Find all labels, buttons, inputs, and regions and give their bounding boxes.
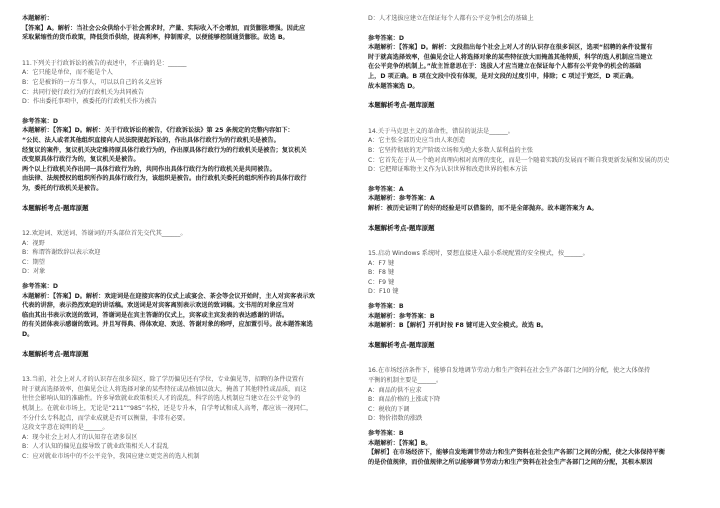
analysis-text: 的有关团体表示感谢的致词。并且写得典、得体欢迎、欢送、答谢对象的称呼，应加置引号。故本题答案选 bbox=[22, 321, 313, 329]
option: C：期望 bbox=[22, 258, 45, 266]
option: A：视野 bbox=[22, 239, 45, 247]
question-stem: 11.下列关于行政诉讼的被告的表述中，不正确的是：______ bbox=[22, 59, 187, 67]
question-stem: 14.关于马克思主义的革命性，错误的说法是______。 bbox=[368, 127, 514, 135]
option: D：对象 bbox=[22, 268, 46, 276]
option: B：F8 键 bbox=[368, 269, 395, 277]
option: C：F9 键 bbox=[368, 278, 395, 286]
analysis-text: 为，委托的行政机关是被告。 bbox=[22, 184, 103, 192]
analysis-text: 两个以上行政机关作出同一具体行政行为的，共同作出具体行政行为的行政机关是共同被告。 bbox=[22, 165, 276, 173]
analysis-text: 解析：被历史证明了的好的经验是可以借鉴的，而不是全部抛弃。故本题答案为 A。 bbox=[368, 204, 598, 212]
question-stem: 平衡的机制主要是______。 bbox=[368, 377, 443, 385]
option: A：它只能是单位，而不能是个人 bbox=[22, 69, 113, 77]
right-column bbox=[368, 14, 698, 504]
reference-answer: 参考答案：A bbox=[368, 185, 404, 193]
reference-answer: 参考答案：D bbox=[22, 283, 59, 291]
analysis-text: 本题解析：参考答案：B bbox=[368, 312, 435, 320]
question-stem: 不分什么专科起点，而学业成就是否可以衡量，非常有必要。 bbox=[22, 414, 190, 422]
option: B：它坚持彻底的无产阶级立场和为绝大多数人谋利益的主张 bbox=[368, 146, 534, 154]
analysis-text: 【解析】在市场经济下，能够自发地调节劳动力和生产资料在社会生产各部门之间的分配，使之大体保持平衡 bbox=[368, 449, 665, 457]
question-stem: 15.启动 Windows 系统时，要想直接进入最小系统配置的安全模式，按______。 bbox=[368, 250, 589, 258]
question-stem: 13.当前，社会上对人才的认识存在很多误区，除了学历偏见还有学位，专业偏见等，招聘的条件设置有 bbox=[22, 376, 305, 384]
analysis-text: 本题解析：【答案】D。解析：欢迎词是在迎接宾客的仪式上或宴会、茶会等会议开始时，主人对宾客表示欢 bbox=[22, 292, 315, 300]
question-source: 本题解析考点-题库原题 bbox=[368, 340, 435, 349]
analysis-text: 临由其出书表示欢送的致词，答谢词是在宾主答谢的仪式上，宾客或主宾发表的表达感谢的讲话。 bbox=[22, 311, 289, 319]
option: C：共同行使行政行为的行政机关为共同被告 bbox=[22, 88, 144, 96]
analysis-text: 上，D 项正确。B 项在文段中没有体现，是对文段的过度引申，排除；C 项过于宽泛，D 项正确。 bbox=[368, 72, 638, 80]
option: A：F7 键 bbox=[368, 259, 395, 267]
option: D：F10 键 bbox=[368, 288, 399, 296]
analysis-text: 故本题答案选 D。 bbox=[368, 82, 419, 90]
analysis-text: 时于就高选择效率，但偏见会让人将选择对象的某些特征放大而掩盖其他特质，科学的选人机制应当建立 bbox=[368, 53, 653, 61]
reference-answer: 参考答案：D bbox=[368, 34, 405, 42]
option: A：现今社会上对人才的认知存在诸多误区 bbox=[22, 433, 138, 441]
analysis-text: 由法律、法规授权的组织所作的具体行政行为，该组织是被告。由行政机关委托的组织所作的具体行政行 bbox=[22, 175, 307, 183]
reference-answer: 参考答案：D bbox=[22, 117, 59, 125]
option: C：它首先在于从一个绝对真理向相对真理的变化，而是一个随着实践的发展而不断自我更新发展和发展的历史 bbox=[368, 156, 670, 164]
analysis-text: 本题解析：B【解析】开机时按 F8 键可进入安全模式。故选 B。 bbox=[368, 322, 548, 330]
reference-answer: 参考答案：B bbox=[368, 430, 404, 437]
analysis-text: “公民、法人或者其他组织直接向人民法院提起诉讼的，作出具体行政行为的行政机关是被告。 bbox=[22, 136, 280, 144]
question-stem: 往往会影响认知的准确性。许多导致就业政策相关人才的混乱，科学的选人机制应当建立在公平竞争的 bbox=[22, 395, 301, 403]
analysis-text: 本题解析：【答案】D。解析：关于行政诉讼的被告，《行政诉讼法》第 25 条规定的完整内容如下： bbox=[22, 127, 294, 135]
option: D：它把辩证唯物主义作为认识世界和改造世界的根本方法 bbox=[368, 166, 528, 174]
option: D：作出委托事项中，被委托的行政机关作为被告 bbox=[22, 98, 157, 106]
option: B：称谓答谢致辞以表示欢迎 bbox=[22, 249, 101, 257]
question-source: 本题解析考点-题库原题 bbox=[368, 223, 435, 232]
question-stem: 12.欢迎词、欢送词、答谢词的开头部位首先交代其______。 bbox=[22, 230, 187, 238]
analysis-text: D。 bbox=[22, 331, 34, 339]
analysis-label: 本题解析： bbox=[22, 15, 53, 22]
option: D：物价指数的涨跌 bbox=[368, 415, 423, 423]
analysis-text: 本题解析：参考答案：A bbox=[368, 195, 435, 203]
analysis-text: 本题解析：【答案】B。 bbox=[368, 439, 432, 447]
analysis-text: 在公平竞争的机制上。”故主旨意思在于：选拔人才应当建立在保证每个人都有公平竞争的机会的基础 bbox=[368, 63, 642, 71]
analysis-text: 采取紧缩性的货币政策，降低货币供给，提高利率，抑制需求，以便能够控制通货膨胀。故选 B。 bbox=[22, 34, 289, 42]
option: B：它是被诉的一方当事人，可以以自己的名义应诉 bbox=[22, 78, 163, 86]
analysis-text: 改变原具体行政行为的，复议机关是被告。 bbox=[22, 156, 140, 164]
option: A：它主张全部历史应当由人来创造 bbox=[368, 137, 466, 145]
analysis-text: 本题解析：【答案】D。解析：文段指出每个社会上对人才的认识存在很多误区，选项“招聘的条件设置有 bbox=[368, 44, 653, 52]
left-column bbox=[22, 14, 352, 504]
option: D：人才选拔应建立在保证每个人都有公平竞争机会的基础上 bbox=[368, 15, 534, 22]
reference-answer: 参考答案：B bbox=[368, 303, 404, 311]
question-source: 本题解析考点-题库原题 bbox=[368, 101, 435, 110]
option: C：应对就业市场中的不公平竞争，我国应建立更完善的选人机制 bbox=[22, 452, 200, 460]
option: B：商品价格的上涨或下降 bbox=[368, 396, 441, 404]
question-source: 本题解析考点-题库原题 bbox=[22, 349, 89, 358]
analysis-text: 经复议的案件，复议机关决定维持原具体行政行为的，作出原具体行政行为的行政机关是被告；复议机关 bbox=[22, 146, 307, 154]
option: A：商品的供不应求 bbox=[368, 386, 422, 394]
question-stem: 时于就高选择效率，但偏见会让人将选择对象的某些特征或品格加以放大，掩盖了其他特性或品质，而这 bbox=[22, 385, 307, 393]
question-source: 本题解析考点-题库原题 bbox=[22, 203, 89, 212]
question-stem: 机制上。在就业市场上，无论是“211”“985”名校，还是专升本，自学考试和成人高考，都应该一视同仁， bbox=[22, 405, 313, 412]
question-stem: 16.在市场经济条件下，能够自发地调节劳动力和生产资料在社会生产各部门之间的分配，使之大体保持 bbox=[368, 367, 651, 375]
analysis-text: 的是价值规律，而价值规律之所以能够调节劳动力和生产资料在社会生产各部门之间的分配，其根本原因 bbox=[368, 458, 653, 466]
option: B：人才认知的偏见直接导致了就业政策相关人才混乱 bbox=[22, 443, 169, 451]
analysis-text: 【答案】A。解析：当社会公众供给小于社会需求时，产量、实际收入不会增加，而货膨胀增强。因此应 bbox=[22, 24, 306, 32]
question-stem: 这段文字意在说明的是______。 bbox=[22, 424, 109, 432]
analysis-text: 代表的讲辞，表示热烈欢迎的讲话稿。欢送词是对宾客离别表示欢送的致词稿。文书用的对象应当对 bbox=[22, 302, 295, 310]
option: C：税收的下调 bbox=[368, 405, 410, 413]
